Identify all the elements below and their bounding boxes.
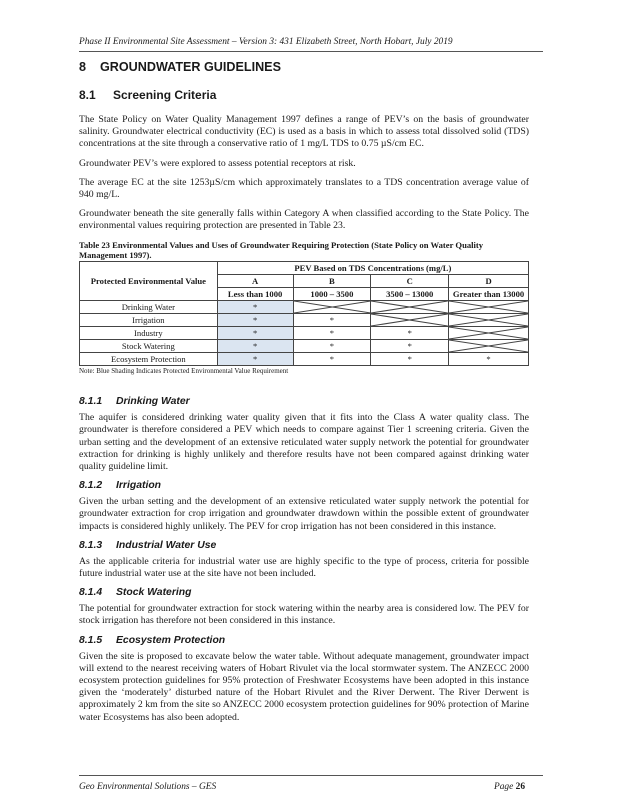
- value-cell: *: [293, 353, 371, 366]
- heading-ecosystem-protection: [79, 635, 529, 646]
- heading-title: Ecosystem Protection: [116, 634, 226, 646]
- footer-company: Geo Environmental Solutions – GES: [79, 782, 217, 792]
- value-cell: *: [217, 327, 293, 340]
- range-d: Greater than 13000: [449, 288, 529, 301]
- table-body: [80, 301, 529, 366]
- heading-number: 8.1.1: [79, 396, 103, 408]
- table-row: [80, 314, 529, 327]
- cross-out-mark: [294, 301, 371, 313]
- value-cell: *: [293, 327, 371, 340]
- heading-irrigation: [79, 480, 529, 491]
- table-row: [80, 301, 529, 314]
- value-cell: *: [371, 327, 449, 340]
- paragraph: The average EC at the site 1253µS/cm which approximately translates to a TDS concentration average value of 940 mg/L.: [79, 176, 529, 201]
- section-number: 8: [79, 60, 87, 74]
- cross-out-mark: [449, 340, 528, 352]
- section-title: GROUNDWATER GUIDELINES: [100, 60, 281, 74]
- not-applicable-cell: [371, 314, 449, 327]
- not-applicable-cell: [293, 301, 371, 314]
- table-header-row: [80, 262, 529, 275]
- paragraph-ecosystem-protection: Given the site is proposed to excavate below the water table. Without adequate management, groundwater impact will extend to the nearest receiving waters of Hobart Rivulet via the local stormwater system. The ANZECC 2000 ecosystem protection guidelines for 95% protection of Freshwater Ecosystems have been adopted in this instance given the ‘moderately’ disturbed nature of the Hobart Rivulet and the River Derwent. The River Derwent is approximately 2 km from the site so ANZECC 2000 ecosystem protection guidelines for 90% protection of Marine water Ecosystems has also been adopted.: [79, 650, 529, 723]
- heading-title: Irrigation: [116, 480, 162, 492]
- cross-out-mark: [371, 314, 448, 326]
- table-caption: Table 23 Environmental Values and Uses of Groundwater Requiring Protection (State Policy on Water Quality Management 1997).: [79, 239, 484, 260]
- category-a: A: [217, 275, 293, 288]
- heading-stock-watering: [79, 587, 529, 598]
- footer-rule: [79, 775, 543, 776]
- cross-out-mark: [449, 301, 528, 313]
- paragraph: Groundwater PEV’s were explored to assess potential receptors at risk.: [79, 157, 356, 169]
- main-content: [79, 60, 529, 731]
- table-row: [80, 327, 529, 340]
- range-c: 3500 – 13000: [371, 288, 449, 301]
- value-cell: *: [371, 353, 449, 366]
- row-label: Drinking Water: [80, 301, 218, 314]
- not-applicable-cell: [371, 301, 449, 314]
- heading-number: 8.1.2: [79, 480, 103, 492]
- not-applicable-cell: [449, 314, 529, 327]
- row-label: Irrigation: [80, 314, 218, 327]
- not-applicable-cell: [449, 327, 529, 340]
- paragraph: Groundwater beneath the site generally falls within Category A when classified according to the State Policy. The environmental values requiring protection are presented in Table 23.: [79, 208, 529, 232]
- heading-number: 8.1.3: [79, 539, 103, 551]
- heading-number: 8.1.4: [79, 587, 103, 599]
- not-applicable-cell: [449, 340, 529, 353]
- table-note: Note: Blue Shading Indicates Protected Environmental Value Requirement: [79, 367, 289, 376]
- category-c: C: [371, 275, 449, 288]
- value-cell: *: [217, 340, 293, 353]
- row-label: Industry: [80, 327, 218, 340]
- range-b: 1000 – 3500: [293, 288, 371, 301]
- not-applicable-cell: [449, 301, 529, 314]
- subsection-heading: [79, 88, 529, 102]
- heading-title: Stock Watering: [116, 587, 192, 599]
- header-protected-value: Protected Environmental Value: [80, 262, 218, 301]
- category-d: D: [449, 275, 529, 288]
- pev-table: [79, 261, 529, 366]
- heading-title: Drinking Water: [116, 396, 190, 408]
- paragraph-industrial-water-use: As the applicable criteria for industrial water use are highly specific to the type of process, criteria for possible future industrial water use at the site have not been included.: [79, 555, 529, 580]
- value-cell: *: [449, 353, 529, 366]
- heading-industrial-water-use: [79, 540, 529, 551]
- value-cell: *: [217, 353, 293, 366]
- page-label: Page: [494, 782, 514, 792]
- heading-drinking-water: [79, 396, 529, 407]
- table-row: [80, 340, 529, 353]
- header-rule: [79, 51, 543, 52]
- heading-title: Industrial Water Use: [116, 539, 217, 551]
- running-header: Phase II Environmental Site Assessment – Version 3: 431 Elizabeth Street, North Hobart, July 2019: [79, 37, 453, 47]
- range-a: Less than 1000: [217, 288, 293, 301]
- cross-out-mark: [449, 327, 528, 339]
- subsection-title: Screening Criteria: [113, 88, 217, 102]
- table-row: [80, 353, 529, 366]
- subsection-number: 8.1: [79, 88, 96, 102]
- value-cell: *: [217, 314, 293, 327]
- value-cell: *: [371, 340, 449, 353]
- paragraph-stock-watering: The potential for groundwater extraction for stock watering within the nearby area is considered low. The PEV for stock irrigation has therefore not been considered in this instance.: [79, 603, 529, 627]
- row-label: Ecosystem Protection: [80, 353, 218, 366]
- page-number: 26: [515, 782, 525, 792]
- header-pev-group: PEV Based on TDS Concentrations (mg/L): [217, 262, 528, 275]
- cross-out-mark: [449, 314, 528, 326]
- paragraph-irrigation: Given the urban setting and the development of an extensive reticulated water supply network the potential for groundwater extraction for crop irrigation and groundwater drawdown within the possible extent of groundwater impacts is considered highly unlikely. The PEV for crop irrigation has not been considered in this instance.: [79, 496, 529, 532]
- row-label: Stock Watering: [80, 340, 218, 353]
- section-heading: [79, 60, 529, 74]
- paragraph: The State Policy on Water Quality Management 1997 defines a range of PEV’s on the basis of groundwater salinity. Groundwater electrical conductivity (EC) is used as a basis in which to assess total dissolved solid (TDS) concentrations at the site through a conservative ratio of 1 mg/L TDS to 0.75 µS/cm EC.: [79, 114, 529, 150]
- value-cell: *: [293, 314, 371, 327]
- value-cell: *: [217, 301, 293, 314]
- cross-out-mark: [371, 301, 448, 313]
- footer-page: [494, 782, 525, 792]
- paragraph-drinking-water: The aquifer is considered drinking water quality given that it fits into the Class A water quality class. The groundwater is therefore considered a PEV which needs to compare against Tier 1 screening criteria. Given the urban setting and the development of an extensive reticulated water supply network the potential for groundwater extraction for drinking is highly unlikely and therefore results have not been compared against drinking water quality guideline limit.: [79, 412, 529, 473]
- category-b: B: [293, 275, 371, 288]
- value-cell: *: [293, 340, 371, 353]
- heading-number: 8.1.5: [79, 634, 103, 646]
